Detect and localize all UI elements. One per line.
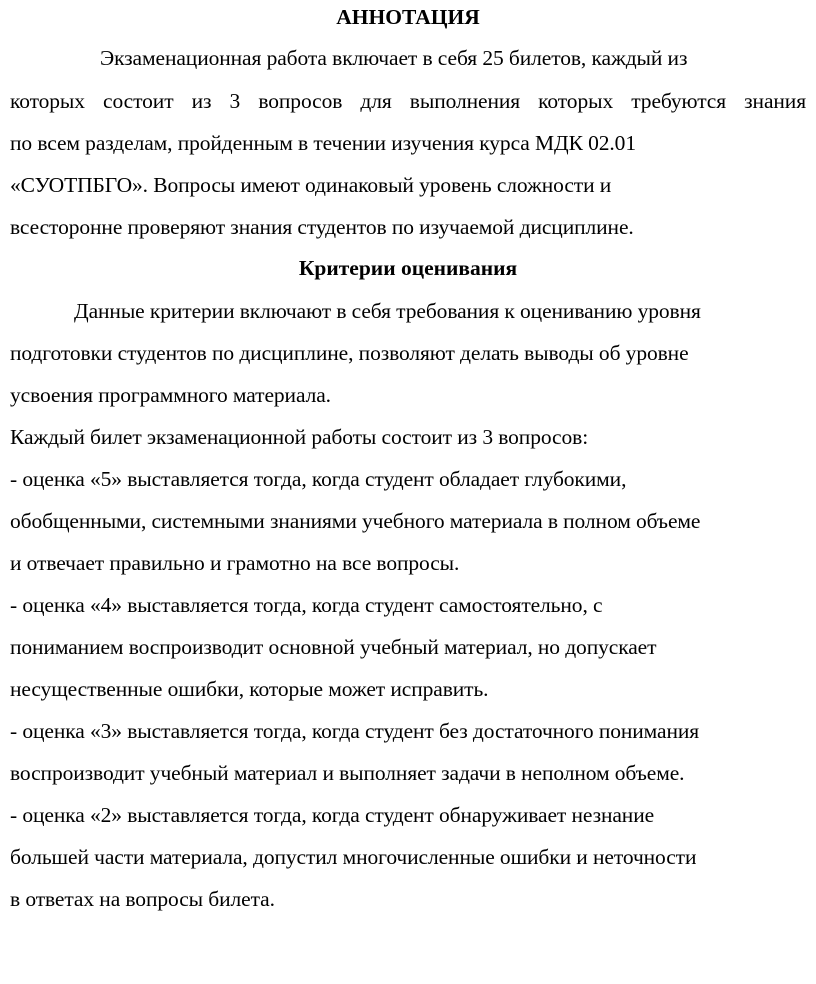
criteria-intro-line-2: подготовки студентов по дисциплине, позволяют делать выводы об уровне <box>10 341 689 365</box>
page-title: АННОТАЦИЯ <box>336 5 480 29</box>
grade-4-line-2: пониманием воспроизводит основной учебный материал, но допускает <box>10 635 657 659</box>
annotation-line-4: «СУОТПБГО». Вопросы имеют одинаковый уровень сложности и <box>10 173 612 197</box>
ticket-structure-line: Каждый билет экзаменационной работы состоит из 3 вопросов: <box>10 425 589 449</box>
grade-4-line-3: несущественные ошибки, которые может исправить. <box>10 677 489 701</box>
grade-2-line-2: большей части материала, допустил многочисленные ошибки и неточности <box>10 845 697 869</box>
grade-5-line-2: обобщенными, системными знаниями учебного материала в полном объеме <box>10 509 701 533</box>
criteria-intro-line-1: Данные критерии включают в себя требования к оцениванию уровня <box>74 299 701 323</box>
annotation-line-1: Экзаменационная работа включает в себя 25 билетов, каждый из <box>100 46 688 70</box>
annotation-line-2: которых состоит из 3 вопросов для выполнения которых требуются знания <box>10 89 806 113</box>
grade-2-line-3: в ответах на вопросы билета. <box>10 887 275 911</box>
annotation-line-3: по всем разделам, пройденным в течении изучения курса МДК 02.01 <box>10 131 636 155</box>
grade-4-line-1: - оценка «4» выставляется тогда, когда студент самостоятельно, с <box>10 593 603 617</box>
grade-3-line-1: - оценка «3» выставляется тогда, когда студент без достаточного понимания <box>10 719 700 743</box>
criteria-heading: Критерии оценивания <box>298 256 518 280</box>
annotation-line-5: всесторонне проверяют знания студентов по изучаемой дисциплине. <box>10 215 634 239</box>
grade-3-line-2: воспроизводит учебный материал и выполняет задачи в неполном объеме. <box>10 761 685 785</box>
grade-5-line-3: и отвечает правильно и грамотно на все вопросы. <box>10 551 460 575</box>
criteria-intro-line-3: усвоения программного материала. <box>10 383 331 407</box>
grade-5-line-1: - оценка «5» выставляется тогда, когда студент обладает глубокими, <box>10 467 627 491</box>
grade-2-line-1: - оценка «2» выставляется тогда, когда студент обнаруживает незнание <box>10 803 655 827</box>
